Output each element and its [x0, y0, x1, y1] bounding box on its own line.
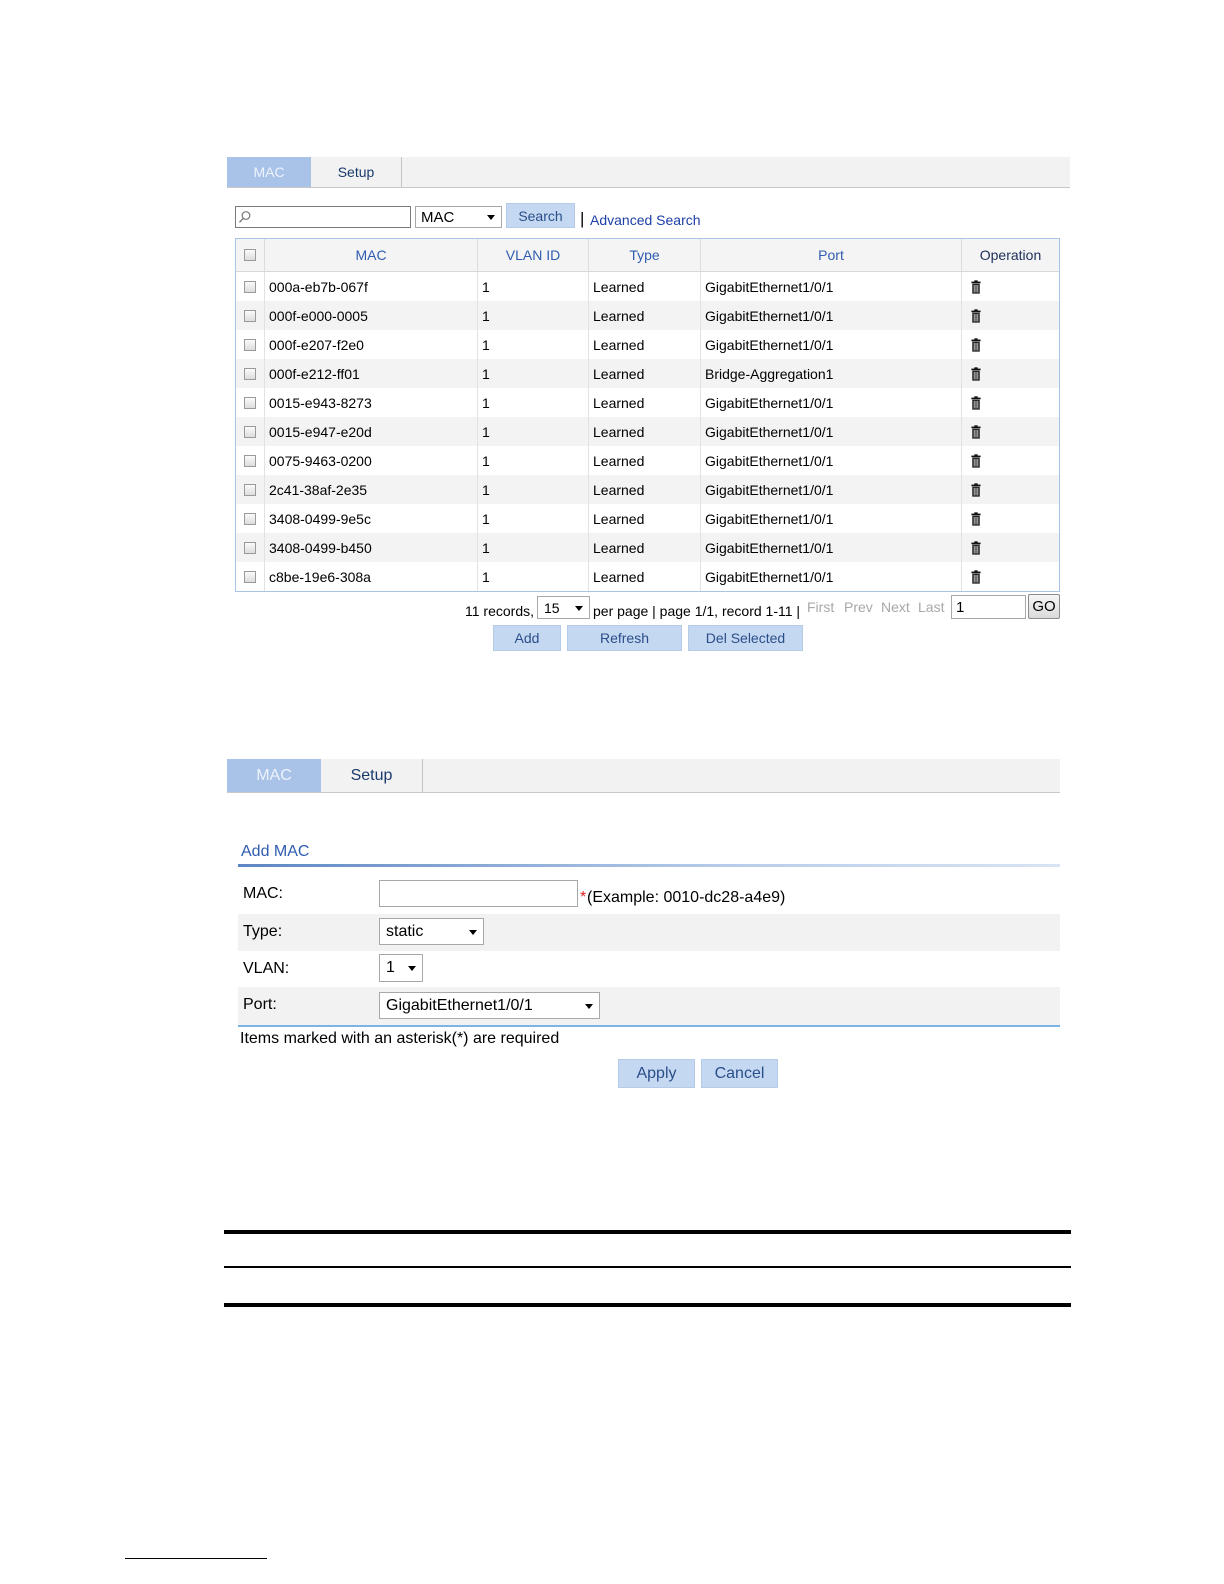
port-cell: GigabitEthernet1/0/1	[701, 301, 962, 330]
vlan-cell: 1	[478, 475, 589, 504]
row-checkbox[interactable]	[244, 339, 256, 351]
vlan-cell: 1	[478, 388, 589, 417]
mac-cell: 0015-e943-8273	[265, 388, 478, 417]
operation-cell	[962, 301, 1059, 330]
cancel-button-label: Cancel	[714, 1064, 765, 1082]
vlan-cell: 1	[478, 504, 589, 533]
form-bottom-divider	[238, 1025, 1060, 1027]
table-row	[236, 446, 1059, 475]
add-mac-tabbar	[227, 759, 1060, 793]
operation-cell	[962, 359, 1059, 388]
row-checkbox[interactable]	[244, 397, 256, 409]
records-count: 11 records,	[465, 603, 534, 619]
type-cell: Learned	[589, 533, 701, 562]
refresh-button[interactable]	[567, 625, 682, 651]
mac-field[interactable]	[379, 880, 578, 907]
mac-table	[235, 238, 1060, 592]
row-checkbox[interactable]	[244, 281, 256, 293]
mac-cell: c8be-19e6-308a	[265, 562, 478, 591]
apply-button-label: Apply	[636, 1064, 677, 1082]
trash-icon[interactable]	[971, 280, 981, 294]
add-button[interactable]	[493, 625, 561, 651]
port-cell: GigabitEthernet1/0/1	[701, 475, 962, 504]
row-checkbox[interactable]	[244, 426, 256, 438]
operation-cell	[962, 272, 1059, 301]
tab-mac[interactable]	[227, 759, 321, 792]
row-checkbox[interactable]	[244, 310, 256, 322]
tab-setup[interactable]	[321, 759, 423, 792]
required-note: Items marked with an asterisk(*) are required	[240, 1030, 560, 1047]
add-button-label: Add	[514, 630, 540, 646]
table-row	[236, 301, 1059, 330]
del-selected-button[interactable]	[688, 625, 803, 651]
trash-icon[interactable]	[971, 338, 981, 352]
port-cell: Bridge-Aggregation1	[701, 359, 962, 388]
row-select-cell	[236, 533, 265, 562]
vlan-select-value: 1	[386, 959, 395, 976]
del-selected-button-label: Del Selected	[705, 630, 786, 646]
row-checkbox[interactable]	[244, 484, 256, 496]
last-page-link[interactable]: Last	[918, 599, 945, 615]
row-select-cell	[236, 330, 265, 359]
type-cell: Learned	[589, 330, 701, 359]
mac-table-body	[236, 272, 1059, 591]
port-cell: GigabitEthernet1/0/1	[701, 272, 962, 301]
apply-button[interactable]	[618, 1059, 695, 1088]
trash-icon[interactable]	[971, 425, 981, 439]
vlan-cell: 1	[478, 330, 589, 359]
table-row	[236, 475, 1059, 504]
go-button-label: GO	[1032, 598, 1056, 615]
row-checkbox[interactable]	[244, 368, 256, 380]
form-row-vlan	[238, 951, 1060, 987]
row-select-cell	[236, 562, 265, 591]
row-checkbox[interactable]	[244, 513, 256, 525]
cancel-button[interactable]	[701, 1059, 778, 1088]
mac-cell: 0075-9463-0200	[265, 446, 478, 475]
column-header-vlan-id[interactable]: VLAN ID	[478, 239, 589, 271]
column-header-type[interactable]: Type	[589, 239, 701, 271]
trash-icon[interactable]	[971, 570, 981, 584]
mac-cell: 000f-e212-ff01	[265, 359, 478, 388]
row-checkbox[interactable]	[244, 571, 256, 583]
tab-mac-label: MAC	[256, 766, 292, 784]
search-field-select[interactable]	[415, 206, 502, 228]
row-select-cell	[236, 446, 265, 475]
search-separator: |	[580, 209, 585, 228]
row-checkbox[interactable]	[244, 455, 256, 467]
go-button[interactable]	[1028, 594, 1060, 619]
tab-setup[interactable]	[311, 157, 402, 187]
mac-cell: 3408-0499-9e5c	[265, 504, 478, 533]
row-select-cell	[236, 504, 265, 533]
chevron-down-icon	[487, 215, 495, 220]
mac-label: MAC:	[243, 885, 283, 902]
column-header-port[interactable]: Port	[701, 239, 962, 271]
trash-icon[interactable]	[971, 454, 981, 468]
tab-setup-label: Setup	[337, 164, 375, 180]
port-label: Port:	[243, 996, 277, 1013]
form-row-mac	[238, 877, 1060, 914]
port-select[interactable]	[379, 992, 600, 1019]
page-info: per page | page 1/1, record 1-11 |	[593, 603, 801, 619]
operation-cell	[962, 533, 1059, 562]
port-cell: GigabitEthernet1/0/1	[701, 330, 962, 359]
per-page-value: 15	[544, 599, 560, 616]
type-cell: Learned	[589, 475, 701, 504]
row-select-cell	[236, 272, 265, 301]
chevron-down-icon	[469, 930, 477, 935]
type-cell: Learned	[589, 562, 701, 591]
form-row-type	[238, 914, 1060, 951]
row-select-cell	[236, 417, 265, 446]
type-label: Type:	[243, 923, 283, 940]
table-row	[236, 359, 1059, 388]
search-button-label: Search	[518, 207, 563, 224]
trash-icon[interactable]	[971, 367, 981, 381]
operation-cell	[962, 475, 1059, 504]
tab-mac[interactable]	[227, 157, 311, 187]
operation-cell	[962, 562, 1059, 591]
doc-rule-bottom	[224, 1303, 1071, 1307]
mac-example-hint: (Example: 0010-dc28-a4e9)	[587, 889, 786, 906]
table-row	[236, 562, 1059, 591]
port-cell: GigabitEthernet1/0/1	[701, 562, 962, 591]
tab-mac-label: MAC	[253, 164, 285, 180]
operation-cell	[962, 504, 1059, 533]
mac-cell: 2c41-38af-2e35	[265, 475, 478, 504]
form-row-port	[238, 987, 1060, 1025]
trash-icon[interactable]	[971, 483, 981, 497]
type-cell: Learned	[589, 272, 701, 301]
chevron-down-icon	[575, 606, 583, 611]
type-cell: Learned	[589, 388, 701, 417]
operation-cell	[962, 446, 1059, 475]
table-row	[236, 388, 1059, 417]
row-select-cell	[236, 388, 265, 417]
vlan-cell: 1	[478, 359, 589, 388]
port-cell: GigabitEthernet1/0/1	[701, 388, 962, 417]
table-row	[236, 417, 1059, 446]
advanced-search-link[interactable]: Advanced Search	[590, 212, 701, 228]
vlan-cell: 1	[478, 417, 589, 446]
table-row	[236, 272, 1059, 301]
next-page-link[interactable]: Next	[881, 599, 910, 615]
section-title: Add MAC	[241, 843, 310, 860]
operation-cell	[962, 388, 1059, 417]
column-header-mac[interactable]: MAC	[265, 239, 478, 271]
trash-icon[interactable]	[971, 541, 981, 555]
vlan-cell: 1	[478, 446, 589, 475]
mac-cell: 0015-e947-e20d	[265, 417, 478, 446]
vlan-cell: 1	[478, 301, 589, 330]
vlan-cell: 1	[478, 272, 589, 301]
port-cell: GigabitEthernet1/0/1	[701, 417, 962, 446]
refresh-button-label: Refresh	[599, 630, 650, 646]
per-page-select[interactable]	[537, 596, 590, 619]
row-select-cell	[236, 301, 265, 330]
row-select-cell	[236, 475, 265, 504]
mac-cell: 000f-e000-0005	[265, 301, 478, 330]
section-divider	[238, 864, 1060, 867]
port-select-value: GigabitEthernet1/0/1	[386, 996, 533, 1014]
type-select[interactable]	[379, 918, 484, 945]
port-cell: GigabitEthernet1/0/1	[701, 504, 962, 533]
type-cell: Learned	[589, 301, 701, 330]
trash-icon[interactable]	[971, 309, 981, 323]
type-cell: Learned	[589, 417, 701, 446]
vlan-label: VLAN:	[243, 960, 290, 977]
prev-page-link[interactable]: Prev	[844, 599, 873, 615]
operation-cell	[962, 417, 1059, 446]
type-cell: Learned	[589, 504, 701, 533]
vlan-select[interactable]	[379, 954, 423, 982]
vlan-cell: 1	[478, 533, 589, 562]
chevron-down-icon	[408, 966, 416, 971]
row-checkbox[interactable]	[244, 542, 256, 554]
search-button[interactable]	[506, 203, 575, 228]
table-row	[236, 533, 1059, 562]
vlan-cell: 1	[478, 562, 589, 591]
trash-icon[interactable]	[971, 512, 981, 526]
mac-list-tabbar	[227, 157, 1070, 188]
type-cell: Learned	[589, 359, 701, 388]
page-number-input[interactable]	[951, 595, 1026, 619]
tab-setup-label: Setup	[350, 766, 393, 784]
search-input[interactable]	[235, 206, 411, 228]
port-cell: GigabitEthernet1/0/1	[701, 533, 962, 562]
select-all-checkbox[interactable]	[244, 249, 256, 261]
operation-cell	[962, 330, 1059, 359]
table-row	[236, 330, 1059, 359]
type-select-value: static	[386, 922, 424, 940]
row-select-cell	[236, 359, 265, 388]
doc-rule-top	[224, 1230, 1071, 1234]
select-all-cell	[236, 239, 265, 271]
footnote-rule	[125, 1558, 267, 1559]
mac-cell: 3408-0499-b450	[265, 533, 478, 562]
search-icon	[238, 210, 252, 224]
column-header-operation: Operation	[979, 247, 1042, 263]
chevron-down-icon	[585, 1004, 593, 1009]
required-asterisk: *	[580, 889, 587, 906]
mac-cell: 000f-e207-f2e0	[265, 330, 478, 359]
mac-cell: 000a-eb7b-067f	[265, 272, 478, 301]
search-field-value: MAC	[421, 208, 455, 226]
trash-icon[interactable]	[971, 396, 981, 410]
first-page-link[interactable]: First	[807, 599, 835, 615]
table-row	[236, 504, 1059, 533]
page-number-value: 1	[956, 598, 965, 616]
type-cell: Learned	[589, 446, 701, 475]
mac-table-header	[236, 239, 1059, 272]
port-cell: GigabitEthernet1/0/1	[701, 446, 962, 475]
doc-rule-middle	[224, 1266, 1071, 1268]
